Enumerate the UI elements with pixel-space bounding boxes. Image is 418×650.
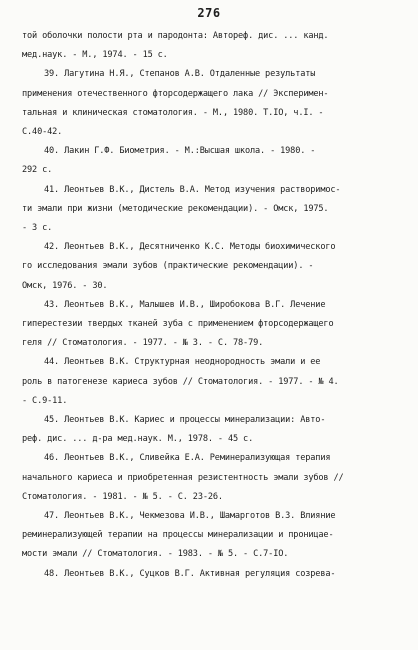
text-line: реминерализующей терапии на процессы минерализации и проницае- (22, 530, 334, 541)
text-line: 47. Леонтьев В.К., Чекмезова И.В., Шамарготов В.З. Влияние (44, 511, 336, 521)
text-line: 43. Леонтьев В.К., Малышев И.В., Широбокова В.Г. Лечение (44, 299, 326, 310)
text-line: мед.наук. - М., 1974. - 15 с. (22, 50, 168, 61)
text-line: тальная и клиническая стоматология. - М., 1980. Т.IO, ч.I. - (22, 107, 324, 118)
text-line: - 3 с. (22, 223, 53, 233)
text-line: 46. Леонтьев В.К., Сливейка Е.А. Реминерализующая терапия (44, 453, 331, 464)
text-line: С.40-42. (22, 127, 63, 137)
text-line: применения отечественного фторсодержащего лака // Эксперимен- (22, 88, 329, 99)
text-line: 40. Лакин Г.Ф. Биометрия. - М.:Высшая школа. - 1980. - (44, 146, 316, 157)
text-line: - С.9-11. (22, 395, 68, 406)
text-line: начального кариеса и приобретенная резистентность эмали зубов // (22, 472, 344, 483)
text-line: 292 с. (22, 165, 53, 176)
text-line: гиперестезии твердых тканей зуба с применением фторсодержащего (22, 319, 334, 329)
text-line: Омск, 1976. - 30. (22, 280, 108, 291)
text-line: 42. Леонтьев В.К., Десятниченко К.С. Методы биохимического (44, 242, 336, 253)
text-line: 45. Леонтьев В.К. Кариес и процессы минерализации: Авто- (44, 415, 326, 425)
page-number: 276 (197, 6, 221, 20)
text-line: 48. Леонтьев В.К., Суцков В.Г. Активная регуляция созрева- (44, 568, 336, 579)
text-line: 44. Леонтьев В.К. Структурная неоднородность эмали и ее (44, 357, 321, 368)
text-line: го исследования эмали зубов (практические рекомендации). - (22, 261, 314, 272)
text-line: реф. дис. ... д-ра мед.наук. М., 1978. - 45 с. (22, 434, 254, 445)
text-line: ти эмали при жизни (методические рекомендации). - Омск, 1975. (22, 203, 329, 214)
text-line: геля // Стоматология. - 1977. - № 3. - С. 78-79. (22, 338, 264, 349)
text-line: 39. Лагутина Н.Я., Степанов А.В. Отдаленные результаты (44, 69, 316, 80)
text-line: мости эмали // Стоматология. - 1983. - № 5. - С.7-IO. (22, 549, 289, 560)
text-line: той оболочки полости рта и пародонта: Автореф. дис. ... канд. (22, 31, 329, 41)
text-line: Стоматология. - 1981. - № 5. - С. 23-26. (22, 491, 223, 502)
text-line: 41. Леонтьев В.К., Дистель В.А. Метод изучения растворимос- (44, 184, 341, 195)
text-line: роль в патогенезе кариеса зубов // Стоматология. - 1977. - № 4. (22, 376, 339, 387)
